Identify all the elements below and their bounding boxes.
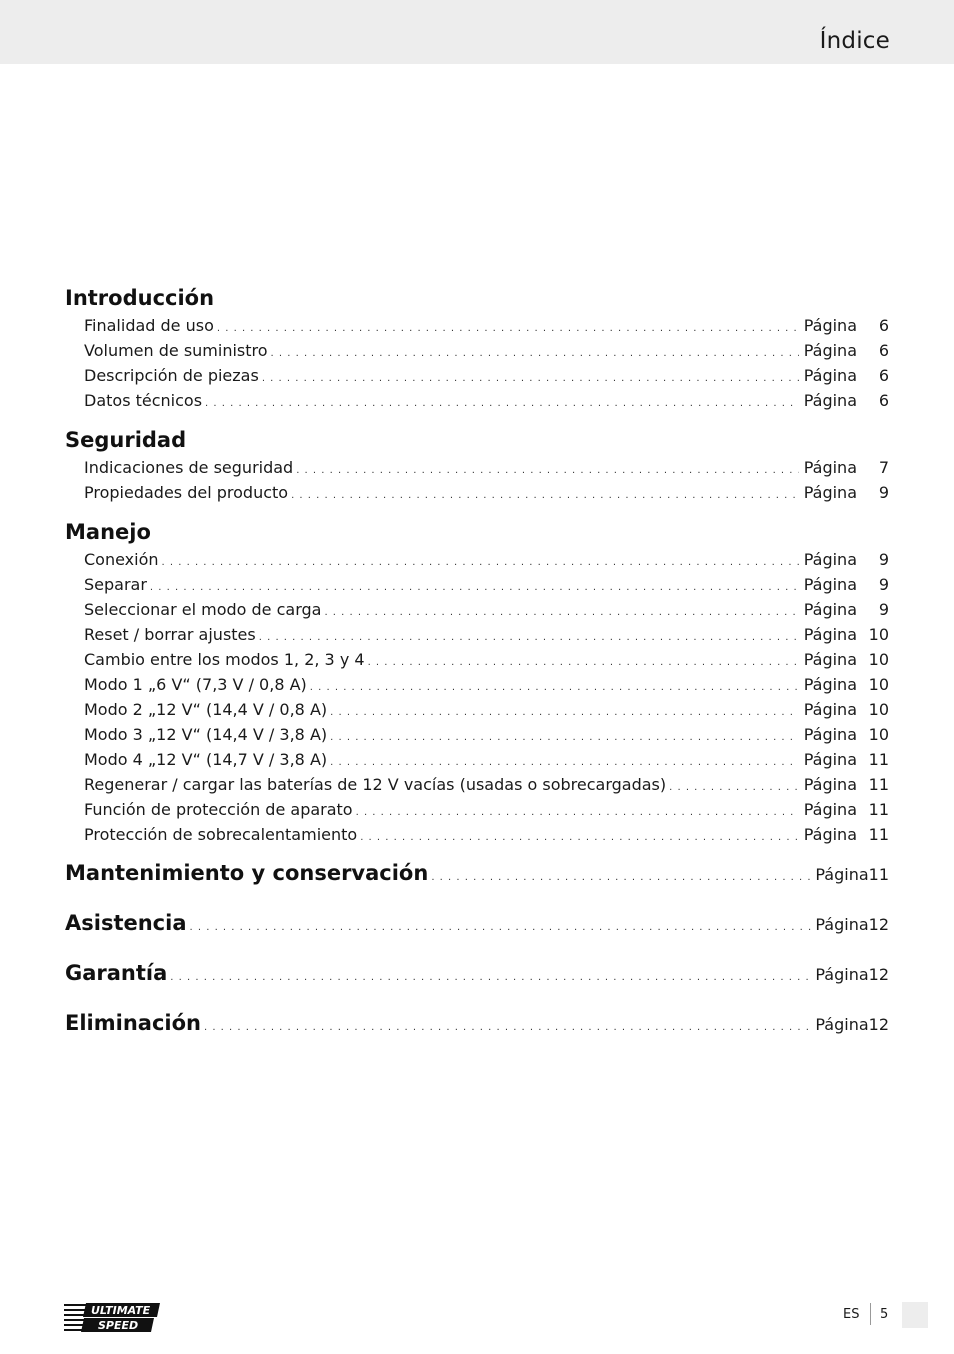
page-number: 12 xyxy=(868,915,889,934)
leader-dots xyxy=(669,775,799,800)
entry-title: Protección de sobrecalentamiento xyxy=(84,825,358,844)
leader-dots xyxy=(330,725,799,750)
leader-dots xyxy=(368,650,799,675)
leader-dots xyxy=(431,863,813,893)
leader-dots xyxy=(204,1013,813,1043)
page-number: 10 xyxy=(868,625,889,644)
toc-heading-mantenimiento[interactable] xyxy=(65,855,889,905)
leader-dots xyxy=(170,963,813,993)
page-number: 10 xyxy=(868,650,889,669)
page-number: 11 xyxy=(868,825,889,844)
toc-entry[interactable] xyxy=(65,622,889,647)
svg-text:SPEED: SPEED xyxy=(98,1319,139,1332)
leader-dots xyxy=(296,458,799,483)
entry-title: Indicaciones de seguridad xyxy=(84,458,294,477)
toc-entry[interactable] xyxy=(65,722,889,747)
leader-dots xyxy=(205,391,799,416)
section-heading: Manejo xyxy=(65,520,151,544)
page-label: Página xyxy=(803,341,857,360)
leader-dots xyxy=(330,700,799,725)
page-label: Página xyxy=(803,458,857,477)
entry-title: Volumen de suministro xyxy=(84,341,268,360)
page-number: 6 xyxy=(878,316,889,335)
toc-entry[interactable] xyxy=(65,313,889,338)
entry-title: Modo 1 „6 V“ (7,3 V / 0,8 A) xyxy=(84,675,307,694)
page-title: Índice xyxy=(819,28,890,54)
ultimate-speed-logo xyxy=(64,1301,162,1333)
toc-entry[interactable] xyxy=(65,480,889,505)
page-label: Página xyxy=(803,575,857,594)
toc-entry[interactable] xyxy=(65,797,889,822)
page-label: Página xyxy=(803,600,857,619)
language-code: ES xyxy=(843,1307,860,1322)
section-heading: Garantía xyxy=(65,961,168,985)
page-label: Página xyxy=(803,825,857,844)
toc-entry[interactable] xyxy=(65,822,889,847)
table-of-contents xyxy=(65,283,889,1055)
toc-entry[interactable] xyxy=(65,597,889,622)
leader-dots xyxy=(262,366,799,391)
page-number: 11 xyxy=(868,775,889,794)
entry-title: Seleccionar el modo de carga xyxy=(84,600,322,619)
page-number: 7 xyxy=(878,458,889,477)
page-label: Página xyxy=(803,800,857,819)
toc-entry[interactable] xyxy=(65,572,889,597)
section-heading: Mantenimiento y conservación xyxy=(65,861,429,885)
toc-entry[interactable] xyxy=(65,747,889,772)
entry-title: Modo 2 „12 V“ (14,4 V / 0,8 A) xyxy=(84,700,328,719)
page-number: 11 xyxy=(868,750,889,769)
entry-title: Finalidad de uso xyxy=(84,316,214,335)
toc-entry[interactable] xyxy=(65,772,889,797)
entry-title: Modo 4 „12 V“ (14,7 V / 3,8 A) xyxy=(84,750,328,769)
section-heading: Introducción xyxy=(65,286,215,310)
page-label: Página xyxy=(803,625,857,644)
page-label: Página xyxy=(815,965,869,984)
toc-heading-garantia[interactable] xyxy=(65,955,889,1005)
leader-dots xyxy=(310,675,799,700)
entry-title: Conexión xyxy=(84,550,159,569)
entry-title: Datos técnicos xyxy=(84,391,203,410)
page-label: Página xyxy=(803,550,857,569)
toc-entry[interactable] xyxy=(65,363,889,388)
page-number: 11 xyxy=(868,800,889,819)
entry-title: Modo 3 „12 V“ (14,4 V / 3,8 A) xyxy=(84,725,328,744)
section-heading: Eliminación xyxy=(65,1011,201,1035)
page-number: 10 xyxy=(868,700,889,719)
toc-heading-asistencia[interactable] xyxy=(65,905,889,955)
page-number: 9 xyxy=(878,575,889,594)
toc-entry[interactable] xyxy=(65,697,889,722)
entry-title: Reset / borrar ajustes xyxy=(84,625,256,644)
section-heading: Asistencia xyxy=(65,911,187,935)
page-label: Página xyxy=(803,750,857,769)
toc-entry[interactable] xyxy=(65,455,889,480)
toc-section-introduccion xyxy=(65,283,889,413)
page-number: 10 xyxy=(868,725,889,744)
page-label: Página xyxy=(803,700,857,719)
page-number: 6 xyxy=(878,366,889,385)
entry-title: Regenerar / cargar las baterías de 12 V vacías (usadas o sobrecargadas) xyxy=(84,775,667,794)
entry-title: Separar xyxy=(84,575,147,594)
page-number: 9 xyxy=(878,483,889,502)
entry-title: Cambio entre los modos 1, 2, 3 y 4 xyxy=(84,650,365,669)
toc-section-seguridad xyxy=(65,425,889,505)
leader-dots xyxy=(190,913,814,943)
entry-title: Descripción de piezas xyxy=(84,366,259,385)
leader-dots xyxy=(360,825,799,850)
toc-entry[interactable] xyxy=(65,547,889,572)
page-number: 9 xyxy=(878,550,889,569)
toc-entry[interactable] xyxy=(65,338,889,363)
page-number: 9 xyxy=(878,600,889,619)
entry-title: Función de protección de aparato xyxy=(84,800,353,819)
page-label: Página xyxy=(803,675,857,694)
page-number: 12 xyxy=(868,965,889,984)
leader-dots xyxy=(324,600,799,625)
toc-entry[interactable] xyxy=(65,647,889,672)
leader-dots xyxy=(356,800,799,825)
entry-title: Propiedades del producto xyxy=(84,483,289,502)
page-number: 10 xyxy=(868,675,889,694)
page-number: 12 xyxy=(868,1015,889,1034)
page-label: Página xyxy=(815,915,869,934)
toc-section-manejo xyxy=(65,517,889,847)
page-number: 6 xyxy=(878,341,889,360)
page-label: Página xyxy=(803,391,857,410)
leader-dots xyxy=(217,316,799,341)
page-label: Página xyxy=(803,775,857,794)
footer-divider xyxy=(870,1303,871,1325)
page-label: Página xyxy=(803,316,857,335)
header-band xyxy=(0,0,954,64)
svg-text:ULTIMATE: ULTIMATE xyxy=(91,1304,151,1317)
page-label: Página xyxy=(815,865,869,884)
page-label: Página xyxy=(803,650,857,669)
page-label: Página xyxy=(803,366,857,385)
page-label: Página xyxy=(815,1015,869,1034)
toc-heading-eliminacion[interactable] xyxy=(65,1005,889,1055)
page-label: Página xyxy=(803,483,857,502)
page-number: 11 xyxy=(868,865,889,884)
page-label: Página xyxy=(803,725,857,744)
toc-entry[interactable] xyxy=(65,388,889,413)
section-heading: Seguridad xyxy=(65,428,187,452)
footer-tab-marker xyxy=(902,1302,928,1328)
page-number-footer: 5 xyxy=(880,1307,889,1322)
toc-entry[interactable] xyxy=(65,672,889,697)
page-number: 6 xyxy=(878,391,889,410)
leader-dots xyxy=(162,550,799,575)
leader-dots xyxy=(271,341,799,366)
leader-dots xyxy=(291,483,799,508)
